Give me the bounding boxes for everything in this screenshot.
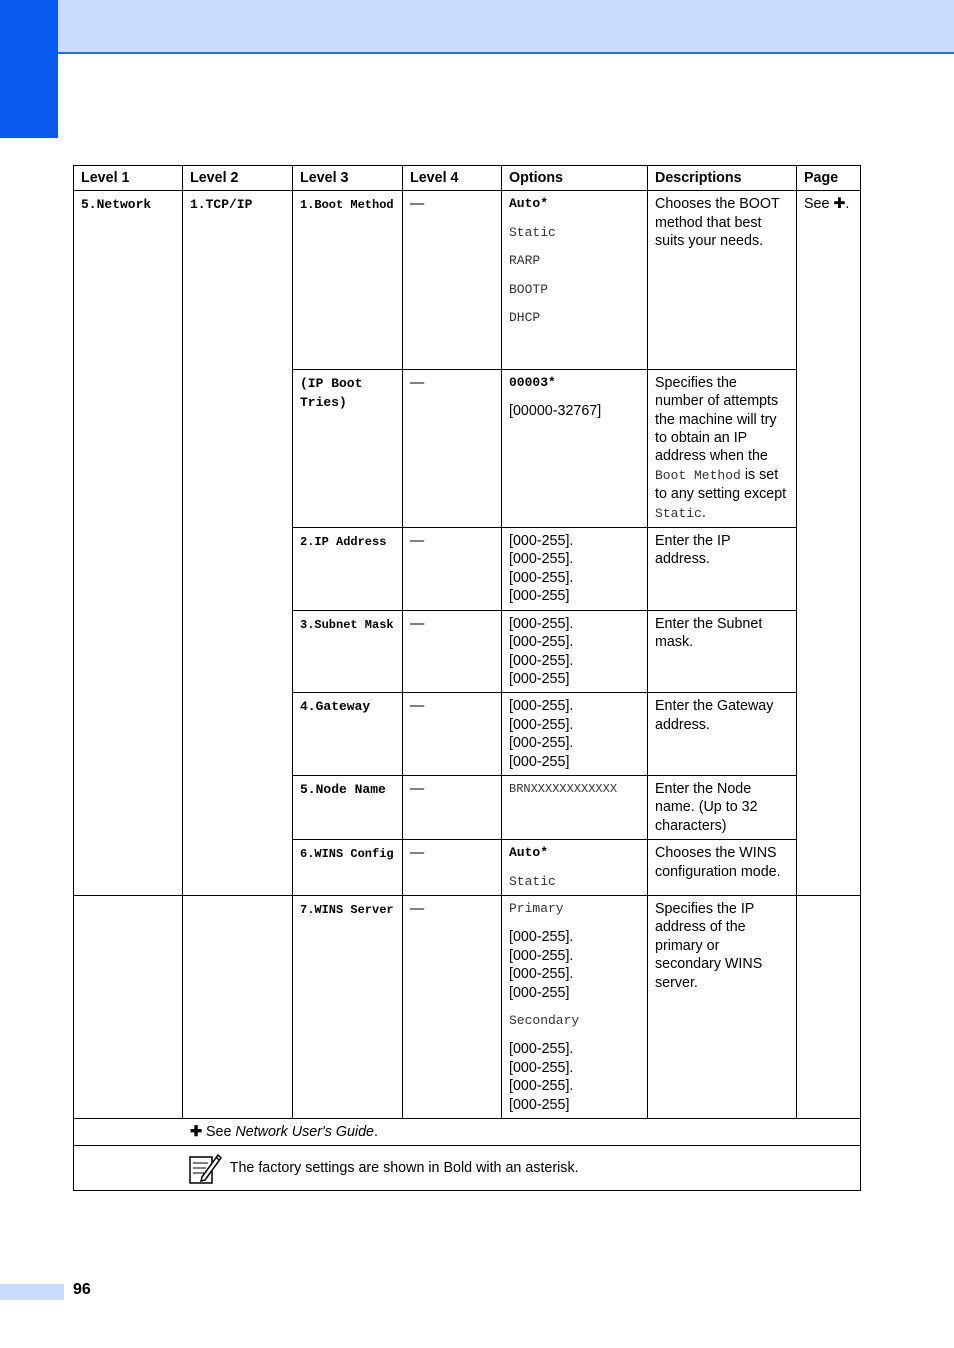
level4-dash: —	[410, 845, 425, 862]
level3-wins-config: 6.WINS Config	[300, 847, 394, 862]
level4-cell	[403, 840, 502, 896]
level4-cell	[403, 528, 502, 611]
level3-cell	[293, 191, 403, 369]
network-menu-table	[73, 165, 861, 1191]
level4-dash: —	[410, 698, 425, 715]
level1-cell-continued	[74, 895, 183, 1118]
description-cell	[648, 528, 797, 611]
level4-cell	[403, 775, 502, 839]
level3-ip-boot-tries: (IP Boot Tries)	[300, 375, 363, 411]
description-cell	[648, 895, 797, 1118]
option-secondary: Secondary	[509, 1013, 580, 1028]
level4-cell	[403, 610, 502, 693]
level3-cell	[293, 528, 403, 611]
description-boot-method: Chooses the BOOT method that best suits your needs.	[655, 196, 780, 250]
options-cell	[502, 528, 648, 611]
option-wins-static: Static	[509, 873, 556, 889]
level4-cell	[403, 693, 502, 776]
footnote-row	[74, 1119, 861, 1146]
table-row	[74, 191, 861, 369]
header-descriptions: Descriptions	[648, 166, 797, 191]
chapter-tab	[0, 0, 58, 138]
option-auto: Auto*	[509, 196, 549, 212]
options-cell	[502, 191, 648, 369]
level3-ip-address: 2.IP Address	[300, 535, 387, 550]
level4-cell	[403, 369, 502, 527]
description-cell	[648, 369, 797, 527]
description-boot-method-ref: Boot Method	[655, 467, 741, 483]
page-cell-continued	[797, 895, 861, 1118]
footnote-guide-title: Network User's Guide	[235, 1124, 374, 1141]
header-level4: Level 4	[403, 166, 502, 191]
option-subnet-range: [000-255]. [000-255]. [000-255]. [000-255]	[509, 615, 574, 687]
header-options: Options	[502, 166, 648, 191]
level2-cell	[183, 191, 293, 896]
level4-cell	[403, 191, 502, 369]
level3-subnet-mask: 3.Subnet Mask	[300, 617, 394, 632]
level3-cell	[293, 895, 403, 1118]
option-ip-range: [000-255]. [000-255]. [000-255]. [000-255]	[509, 533, 574, 605]
options-cell	[502, 369, 648, 527]
description-static-ref: Static	[655, 505, 702, 521]
level4-dash: —	[410, 615, 425, 632]
level3-gateway: 4.Gateway	[300, 699, 371, 715]
option-wins-auto: Auto*	[509, 845, 549, 861]
page-reference: See ✚.	[804, 196, 850, 213]
option-dhcp: DHCP	[509, 310, 541, 326]
option-node-name: BRNXXXXXXXXXXXX	[509, 781, 618, 796]
description-ip-address: Enter the IP address.	[655, 533, 731, 568]
level2-cell-continued	[183, 895, 293, 1118]
description-cell	[648, 191, 797, 369]
options-cell	[502, 840, 648, 896]
level3-cell	[293, 693, 403, 776]
description-cell	[648, 840, 797, 896]
note-row	[74, 1146, 861, 1191]
header-level1: Level 1	[74, 166, 183, 191]
description-cell	[648, 693, 797, 776]
description-cell	[648, 775, 797, 839]
cross-icon: ✚	[190, 1124, 202, 1141]
level4-dash: —	[410, 196, 425, 213]
level3-cell	[293, 610, 403, 693]
description-subnet-mask: Enter the Subnet mask.	[655, 615, 763, 651]
note-cell	[74, 1146, 861, 1191]
description-cell	[648, 610, 797, 693]
note-text: The factory settings are shown in Bold with an asterisk.	[229, 1160, 579, 1177]
level1-label: 5.Network	[81, 197, 152, 213]
option-range: [00000-32767]	[509, 403, 602, 420]
option-gateway-range: [000-255]. [000-255]. [000-255]. [000-255]	[509, 698, 574, 770]
level4-dash: —	[410, 900, 425, 917]
options-cell	[502, 895, 648, 1118]
option-secondary-range: [000-255]. [000-255]. [000-255]. [000-255]	[509, 1041, 574, 1113]
description-gateway: Enter the Gateway address.	[655, 698, 774, 733]
level4-dash: —	[410, 374, 425, 391]
option-bootp: BOOTP	[509, 281, 549, 297]
level4-dash: —	[410, 533, 425, 550]
description-node-name: Enter the Node name. (Up to 32 characters)	[655, 780, 758, 834]
footnote-cell	[74, 1119, 861, 1146]
level3-cell	[293, 775, 403, 839]
option-primary-range: [000-255]. [000-255]. [000-255]. [000-255]	[509, 929, 574, 1001]
header-page: Page	[797, 166, 861, 191]
options-cell	[502, 775, 648, 839]
description-wins-server: Specifies the IP address of the primary or secondary WINS server.	[655, 900, 763, 991]
header-level2: Level 2	[183, 166, 293, 191]
level3-wins-server: 7.WINS Server	[300, 902, 394, 917]
page-number: 96	[73, 1281, 91, 1298]
level1-cell	[74, 191, 183, 896]
description-wins-config: Chooses the WINS configuration mode.	[655, 845, 781, 880]
option-primary: Primary	[509, 900, 564, 916]
level3-cell	[293, 840, 403, 896]
level3-node-name: 5.Node Name	[300, 781, 386, 797]
description-ip-boot-tries-1: Specifies the number of attempts the machine will try to obtain an IP address when the	[655, 374, 779, 465]
header-band	[0, 0, 954, 54]
footnote-suffix: .	[373, 1124, 378, 1141]
table-header-row	[74, 166, 861, 191]
level2-label: 1.TCP/IP	[190, 197, 253, 213]
option-static: Static	[509, 224, 556, 240]
table-row	[74, 895, 861, 1118]
memo-pencil-icon	[188, 1151, 222, 1185]
options-cell	[502, 610, 648, 693]
level4-dash: —	[410, 780, 425, 797]
level4-cell	[403, 895, 502, 1118]
level3-cell	[293, 369, 403, 527]
option-rarp: RARP	[509, 253, 541, 269]
footnote-prefix: See	[205, 1124, 236, 1141]
footer-band	[0, 1284, 64, 1300]
description-period: .	[701, 504, 706, 521]
description-ip-boot-tries-2: is set to any setting except	[655, 466, 787, 503]
header-level3: Level 3	[293, 166, 403, 191]
page-cell	[797, 191, 861, 896]
level3-boot-method: 1.Boot Method	[300, 198, 394, 213]
option-default-tries: 00003*	[509, 374, 556, 390]
options-cell	[502, 693, 648, 776]
